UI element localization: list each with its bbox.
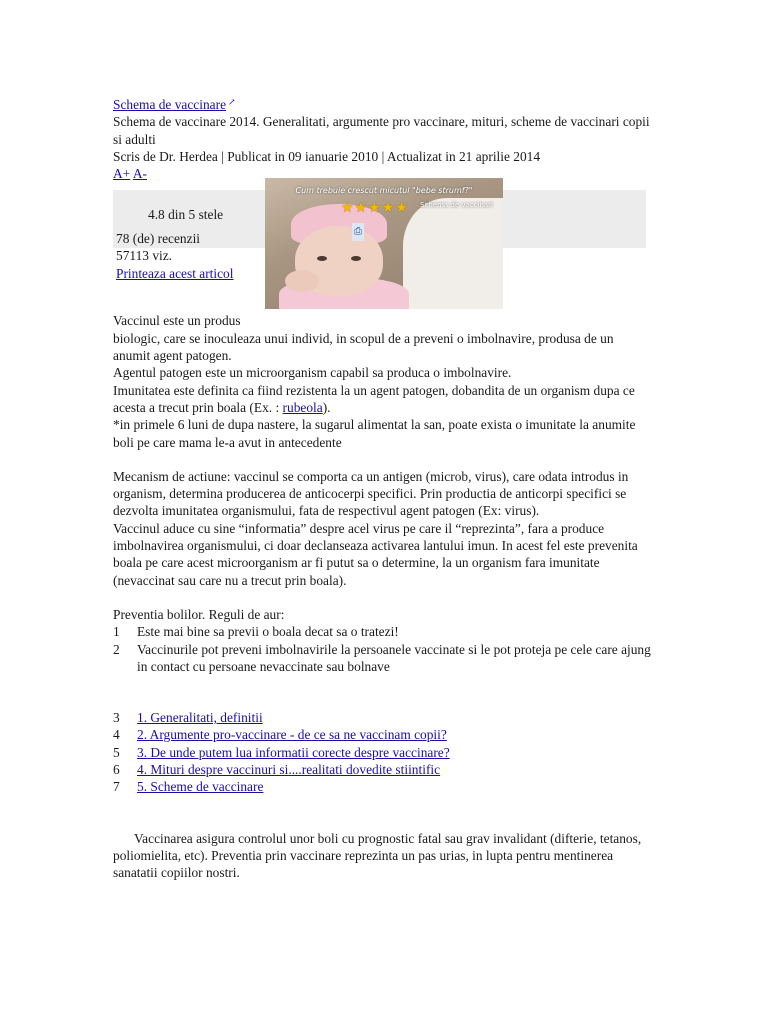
toc-link-argumente[interactable]: 2. Argumente pro-vaccinare - de ce sa ne vaccinam copii? (137, 727, 447, 743)
toc-link-scheme[interactable]: 5. Scheme de vaccinare (137, 779, 264, 795)
thumbnail-eye (317, 256, 327, 261)
toc-link-mituri[interactable]: 4. Mituri despre vaccinuri si....realitati dovedite stiintific (137, 762, 441, 778)
paragraph-mechanism: Mecanism de actiune: vaccinul se comporta ca un antigen (microb, virus), care odata introdus in organism, determina producerea de anticocerpi specifici. Prin productia de anticorpi specifici se dezvolta imunitatea organismului, fata de respectivul agent patogen (Ex: virus). (113, 468, 629, 519)
toc-item (113, 744, 653, 761)
video-thumbnail[interactable] (265, 178, 503, 309)
toc-number: 3 (113, 710, 120, 726)
toc-link-generalitati[interactable]: 1. Generalitati, definitii (137, 710, 263, 726)
font-increase-link[interactable]: A+ (113, 166, 131, 182)
list-item (113, 623, 653, 640)
font-decrease-link[interactable]: A- (132, 166, 147, 182)
table-of-contents (113, 709, 653, 795)
thumbnail-banner: Cum trebuie crescut micutul "bebe strumf?" (295, 186, 473, 196)
toc-number: 7 (113, 779, 120, 795)
paragraph-immunity (113, 382, 653, 417)
spacer (113, 589, 653, 606)
toc-item (113, 709, 653, 726)
list-item (113, 641, 653, 676)
printer-icon[interactable]: ⎙ (352, 223, 364, 240)
list-text: Vaccinurile pot preveni imbolnavirile la persoanele vaccinate si le pot proteja pe cele care ajung in contact cu persoane nevaccinate sau bolnave (137, 641, 651, 674)
paragraph-closing: Vaccinarea asigura controlul unor boli cu prognostic fatal sau grav invalidant (difterie, tetanos, poliomielita, etc). Preventia prin vaccinare reprezinta un pas urias, in lupta pentru mentinerea sanatatii copiilor nostri. (113, 830, 642, 881)
toc-number: 5 (113, 744, 120, 760)
rating-stars-text: 4.8 din 5 stele (148, 207, 224, 223)
byline: Scris de Dr. Herdea | Publicat in 09 ianuarie 2010 | Actualizat in 21 aprilie 2014 (113, 148, 541, 164)
rating-box (113, 184, 646, 310)
toc-number: 4 (113, 727, 120, 743)
title-row (113, 96, 653, 113)
rubeola-link[interactable]: rubeola (282, 399, 323, 415)
toc-item (113, 778, 653, 795)
list-number: 2 (113, 641, 120, 657)
thumbnail-eye (351, 256, 361, 261)
article-subtitle: Schema de vaccinare 2014. Generalitati, argumente pro vaccinare, mituri, scheme de vaccinari copii si adulti (113, 114, 650, 147)
article (113, 96, 653, 882)
toc-link-informatii[interactable]: 3. De unde putem lua informatii corecte despre vaccinare? (137, 744, 450, 760)
paragraph-vaccine-def: biologic, care se inoculeaza unui individ, in scopul de a preveni o imbolnavire, produsa de un anumit agent patogen. (113, 330, 614, 364)
title-link[interactable]: Schema de vaccinare (113, 97, 227, 112)
list-text: Este mai bine sa previi o boala decat sa o tratezi! (137, 624, 399, 640)
rules-list (113, 623, 653, 675)
external-link-icon[interactable]: ↗ (228, 97, 236, 107)
list-number: 1 (113, 624, 120, 640)
paragraph-information: Vaccinul aduce cu sine “informatia” despre acel virus pe care il “reprezinta”, fara a produce imbolnavirea organismului, ci doar declanseaza activarea lantului imun. In acest fel este prevenita boala pe care acest microorganism ar fi putut sa o determine, la un organism fara imunitate (nevaccinat sau care nu a trecut prin boala). (113, 520, 638, 588)
print-article-link[interactable]: Printeaza acest articol (116, 266, 234, 282)
views-count: 57113 viz. (116, 248, 173, 264)
paragraph-vaccine-head: Vaccinul este un produs (113, 313, 241, 329)
reviews-count: 78 (de) recenzii (116, 231, 201, 247)
toc-number: 6 (113, 762, 120, 778)
spacer (113, 675, 653, 709)
paragraph-pathogen: Agentul patogen este un microorganism capabil sa produca o imbolnavire. (113, 365, 512, 381)
spacer (113, 796, 653, 830)
immunity-text: Imunitatea este definita ca fiind rezistenta la un agent patogen, dobandita de un organism dupa ce acesta a trecut prin boala (Ex. : (113, 382, 635, 415)
spacer (113, 451, 653, 468)
thumbnail-coat (403, 198, 503, 309)
star-rating-icon[interactable]: ★★★★★ (341, 201, 409, 217)
rules-title: Preventia bolilor. Reguli de aur: (113, 606, 285, 622)
toc-item (113, 726, 653, 743)
thumbnail-subtitle: Schema de vaccinari (420, 201, 493, 210)
paragraph-newborn-note: *in primele 6 luni de dupa nastere, la sugarul alimentat la san, poate exista o imunitate la anumite boli pe care mama le-a avut in antecedente (113, 417, 636, 450)
immunity-text-end: ). (322, 399, 331, 415)
toc-item (113, 761, 653, 778)
